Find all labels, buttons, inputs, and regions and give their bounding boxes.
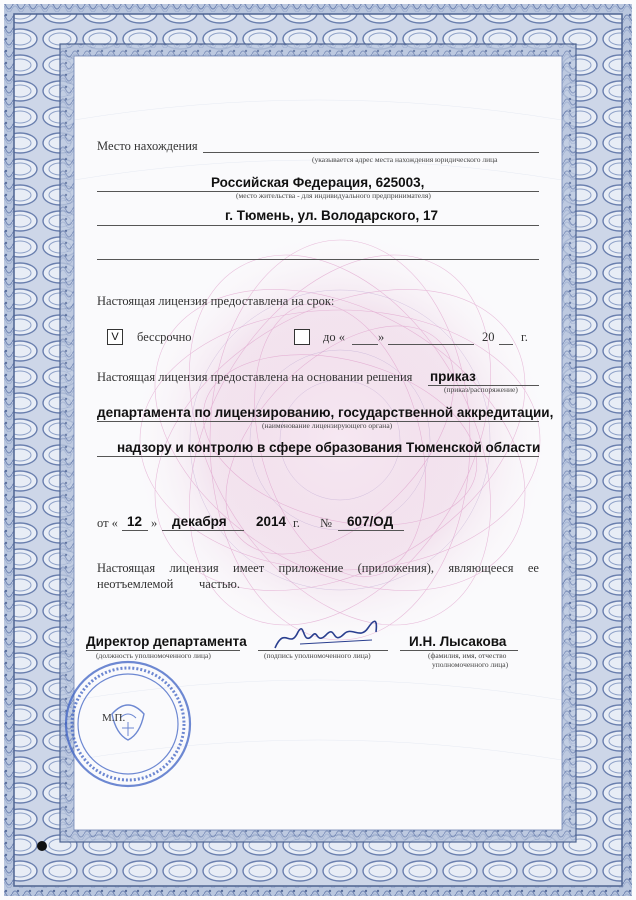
location-underline (203, 152, 539, 153)
signature-hint: (подпись уполномоченного лица) (264, 651, 371, 660)
signer-hint-1: (фамилия, имя, отчество (428, 651, 507, 660)
authority-line-2: надзору и контролю в сфере образования Тюменской области (117, 440, 541, 455)
appendix-line-1 (97, 561, 539, 576)
decision-hint: (приказ/распоряжение) (444, 385, 518, 394)
until-checkbox (294, 329, 310, 345)
signer-name: И.Н. Лысакова (409, 634, 507, 649)
until-mid: » (378, 330, 385, 344)
until-year-suffix: г. (521, 330, 528, 344)
authority-underline-2 (97, 456, 539, 457)
appendix-line2-word: неотъемлемой (97, 577, 174, 591)
appendix-line-2 (97, 577, 240, 592)
decision-type: приказ (430, 369, 476, 384)
number-underline (338, 530, 404, 531)
appendix-line1-word: (приложения), (357, 561, 434, 575)
until-year-underline (499, 344, 513, 345)
signer-hint-2: уполномоченного лица) (432, 660, 509, 669)
appendix-line1-word: лицензия (169, 561, 219, 575)
date-day-underline (122, 530, 148, 531)
basis-label: Настоящая лицензия предоставлена на основании решения (97, 370, 413, 384)
blank-underline (97, 259, 539, 260)
appendix-line1-word: приложение (278, 561, 344, 575)
date-month-underline (162, 530, 244, 531)
country-line: Российская Федерация, 625003, (211, 175, 425, 190)
date-close: » (151, 516, 158, 530)
appendix-line1-word: являющееся (448, 561, 514, 575)
location-hint-address: (указывается адрес места нахождения юридического лица (312, 155, 498, 164)
until-day-underline (352, 344, 378, 345)
position-title: Директор департамента (86, 634, 247, 649)
date-prefix: от « (97, 516, 118, 530)
appendix-line1-word: Настоящая (97, 561, 156, 575)
location-hint-residence: (место жительства - для индивидуального предпринимателя) (236, 191, 431, 200)
date-day: 12 (127, 514, 143, 529)
until-year: 20 (482, 330, 495, 344)
date-year: 2014 (256, 514, 287, 529)
term-label: Настоящая лицензия предоставлена на срок: (97, 294, 335, 308)
location-label: Место нахождения (97, 139, 198, 153)
position-hint: (должность уполномоченного лица) (96, 651, 211, 660)
appendix-line1-word: ее (527, 561, 539, 575)
authority-line-1: департамента по лицензированию, государственной аккредитации, (97, 405, 554, 420)
date-month: декабря (172, 514, 227, 529)
appendix-line1-word: имеет (233, 561, 265, 575)
license-number: 607/ОД (347, 514, 394, 529)
stamp-mp-label: М.П. (102, 712, 126, 724)
indefinite-label: бессрочно (137, 330, 192, 344)
number-sign: № (320, 516, 332, 530)
appendix-line2-word: частью. (198, 577, 240, 591)
authority-hint: (наименование лицензирующего органа) (262, 421, 393, 430)
until-prefix: до « (323, 330, 345, 344)
indefinite-checkbox: V (107, 329, 123, 345)
until-month-underline (388, 344, 474, 345)
date-year-suffix: г. (293, 516, 300, 530)
address-line: г. Тюмень, ул. Володарского, 17 (225, 208, 439, 223)
address-underline (97, 225, 539, 226)
